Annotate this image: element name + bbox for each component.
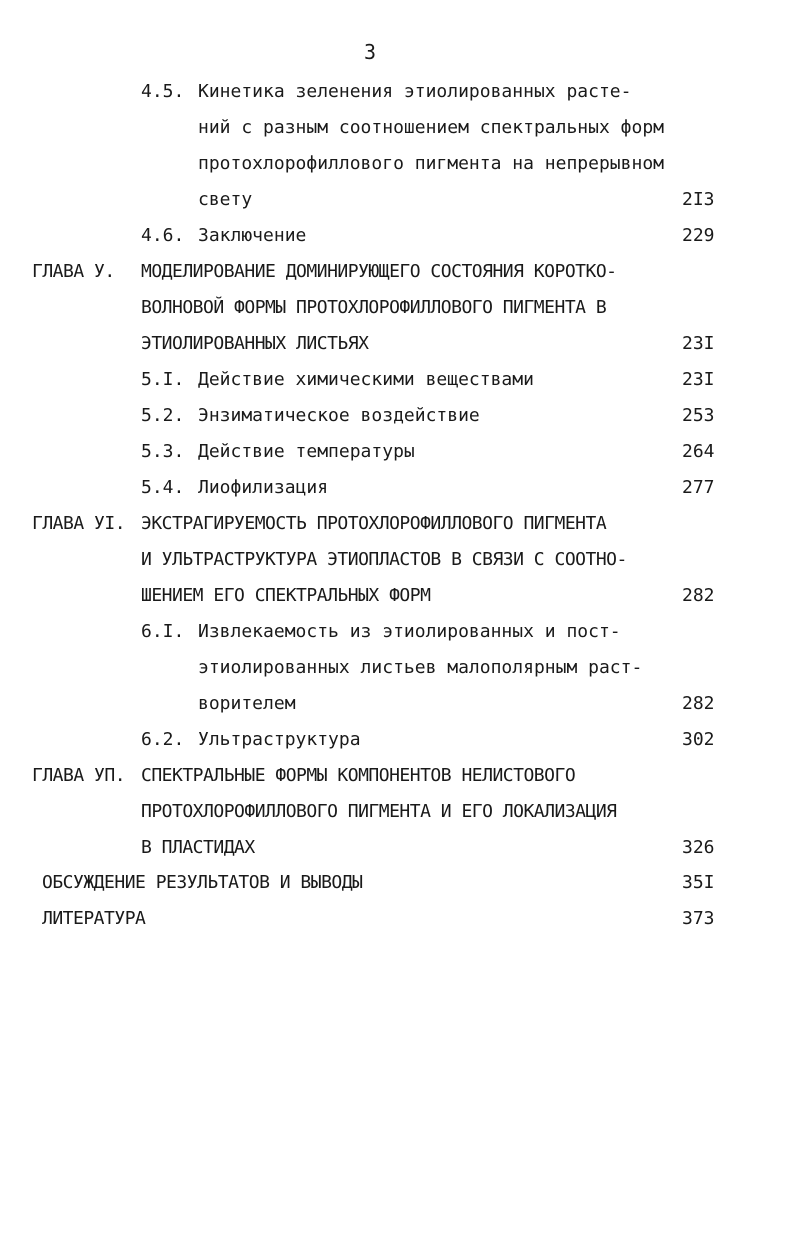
toc-entry-number: 4.5.: [141, 81, 185, 102]
chapter-label: ГЛАВА УП.: [32, 765, 126, 786]
toc-page-number: 264: [682, 441, 715, 462]
toc-entry-number: 5.I.: [141, 369, 185, 390]
toc-entry-number: 4.6.: [141, 225, 185, 246]
chapter-title: ШЕНИЕМ ЕГО СПЕКТРАЛЬНЫХ ФОРМ: [141, 585, 431, 606]
toc-entry-text: Действие химическими веществами: [198, 369, 534, 390]
toc-page-number: 282: [682, 693, 715, 714]
section-title: ОБСУЖДЕНИЕ РЕЗУЛЬТАТОВ И ВЫВОДЫ: [42, 872, 363, 893]
toc-entry-text: Действие температуры: [198, 441, 415, 462]
toc-page-number: 326: [682, 837, 715, 858]
chapter-title: МОДЕЛИРОВАНИЕ ДОМИНИРУЮЩЕГО СОСТОЯНИЯ КОРОТКО-: [141, 261, 617, 282]
chapter-label: ГЛАВА У.: [32, 261, 115, 282]
toc-entry-number: 5.4.: [141, 477, 185, 498]
toc-page-number: 35I: [682, 872, 715, 893]
toc-page-number: 229: [682, 225, 715, 246]
toc-page-number: 277: [682, 477, 715, 498]
toc-entry-text: Извлекаемость из этиолированных и пост-: [198, 621, 621, 642]
chapter-title: И УЛЬТРАСТРУКТУРА ЭТИОПЛАСТОВ В СВЯЗИ С СООТНО-: [141, 549, 627, 570]
toc-page-number: 253: [682, 405, 715, 426]
toc-page-number: 302: [682, 729, 715, 750]
section-title: ЛИТЕРАТУРА: [42, 908, 146, 929]
toc-entry-text: Лиофилизация: [198, 477, 329, 498]
toc-page-number: 282: [682, 585, 715, 606]
chapter-title: ВОЛНОВОЙ ФОРМЫ ПРОТОХЛОРОФИЛЛОВОГО ПИГМЕНТА В: [141, 297, 607, 318]
toc-entry-text: ворителем: [198, 693, 296, 714]
page-number: 3: [363, 40, 377, 64]
toc-entry-number: 5.2.: [141, 405, 185, 426]
toc-entry-text: ний с разным соотношением спектральных форм: [198, 117, 664, 138]
toc-entry-text: Ультраструктура: [198, 729, 361, 750]
chapter-title: ПРОТОХЛОРОФИЛЛОВОГО ПИГМЕНТА И ЕГО ЛОКАЛИЗАЦИЯ: [141, 801, 617, 822]
chapter-title: СПЕКТРАЛЬНЫЕ ФОРМЫ КОМПОНЕНТОВ НЕЛИСТОВОГО: [141, 765, 576, 786]
toc-page-number: 23I: [682, 333, 715, 354]
toc-page-number: 373: [682, 908, 715, 929]
toc-entry-number: 6.2.: [141, 729, 185, 750]
chapter-title: В ПЛАСТИДАХ: [141, 837, 255, 858]
toc-entry-text: Энзиматическое воздействие: [198, 405, 480, 426]
toc-page-number: 23I: [682, 369, 715, 390]
toc-page-number: 2I3: [682, 189, 715, 210]
toc-entry-text: свету: [198, 189, 253, 210]
toc-entry-text: Кинетика зеленения этиолированных расте-: [198, 81, 632, 102]
chapter-label: ГЛАВА УI.: [32, 513, 126, 534]
toc-entry-text: этиолированных листьев малополярным раст-: [198, 657, 643, 678]
toc-entry-text: Заключение: [198, 225, 307, 246]
chapter-title: ЭТИОЛИРОВАННЫХ ЛИСТЬЯХ: [141, 333, 369, 354]
chapter-title: ЭКСТРАГИРУЕМОСТЬ ПРОТОХЛОРОФИЛЛОВОГО ПИГМЕНТА: [141, 513, 607, 534]
toc-entry-number: 6.I.: [141, 621, 185, 642]
toc-entry-number: 5.3.: [141, 441, 185, 462]
toc-entry-text: протохлорофиллового пигмента на непрерывном: [198, 153, 664, 174]
